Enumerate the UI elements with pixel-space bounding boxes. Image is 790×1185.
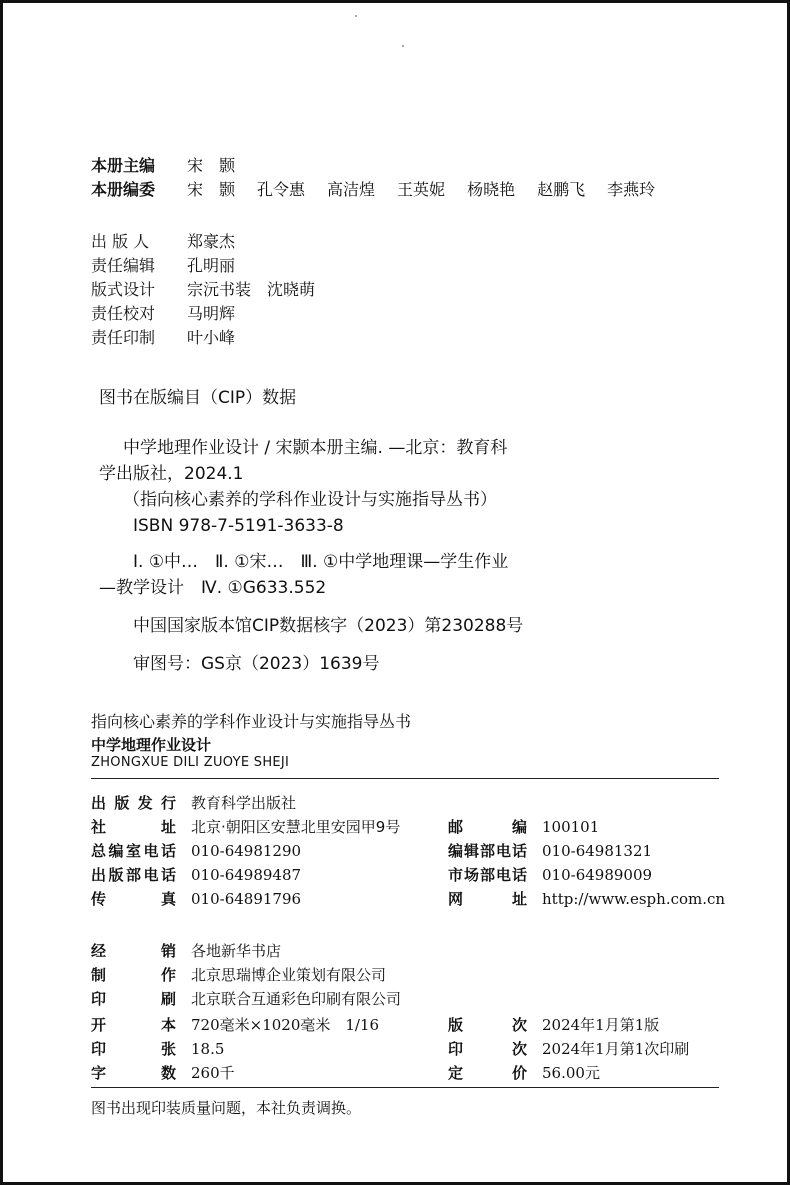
staff-row	[91, 231, 235, 253]
info-label: 传 真	[91, 890, 176, 908]
info-label: 制 作	[91, 966, 176, 984]
board-member: 王英妮	[397, 180, 446, 199]
info-value: 北京·朝阳区安慧北里安园甲9号	[191, 818, 401, 836]
info-label: 字 数	[91, 1064, 176, 1082]
price-value: 56.00元	[542, 1064, 600, 1082]
editorial-board-names	[187, 179, 677, 201]
info-label: 社 址	[91, 818, 176, 836]
staff-row	[91, 279, 315, 301]
info-value: 18.5	[191, 1040, 225, 1058]
info-label: 开 本	[91, 1016, 176, 1034]
publisher-website: http://www.esph.com.cn	[542, 890, 726, 908]
info-label: 出版部电话	[91, 866, 176, 884]
board-member: 赵鹏飞	[537, 180, 586, 199]
board-member: 宋 颢	[187, 180, 236, 199]
info-label: 印 次	[448, 1040, 527, 1058]
info-value: 010-64981321	[542, 842, 653, 860]
info-label: 经 销	[91, 942, 176, 960]
speck	[355, 15, 357, 17]
info-label: 印 张	[91, 1040, 176, 1058]
info-label: 编辑部电话	[448, 842, 527, 860]
info-value: 教育科学出版社	[191, 794, 297, 812]
staff-value: 马明辉	[187, 304, 236, 323]
series-name: 指向核心素养的学科作业设计与实施指导丛书	[91, 712, 412, 731]
staff-label: 出 版 人	[91, 232, 150, 251]
quality-note: 图书出现印装质量问题，本社负责调换。	[91, 1099, 362, 1117]
info-value: 010-64891796	[191, 890, 302, 908]
board-member: 孔令惠	[257, 180, 306, 199]
board-member: 杨晓艳	[467, 180, 516, 199]
staff-row	[91, 303, 235, 325]
staff-label: 责任校对	[91, 304, 156, 323]
board-member: 高洁煌	[327, 180, 376, 199]
map-approval-number: 审图号：GS京（2023）1639号	[133, 654, 380, 674]
staff-row	[91, 327, 235, 349]
staff-row	[91, 255, 235, 277]
info-label: 版 次	[448, 1016, 527, 1034]
info-label: 邮 编	[448, 818, 527, 836]
book-title-pinyin: ZHONGXUE DILI ZUOYE SHEJI	[91, 755, 290, 770]
info-value: 100101	[542, 818, 600, 836]
info-value: 010-64989009	[542, 866, 653, 884]
staff-value: 叶小峰	[187, 328, 236, 347]
editorial-board-row	[91, 179, 677, 201]
book-title: 中学地理作业设计	[91, 736, 212, 754]
info-value: 北京联合互通彩色印刷有限公司	[191, 990, 402, 1008]
info-value: 2024年1月第1版	[542, 1016, 660, 1034]
info-label: 定 价	[448, 1064, 527, 1082]
info-value: 260千	[191, 1064, 235, 1082]
staff-label: 责任编辑	[91, 256, 156, 275]
cip-classification: Ⅰ. ①中… Ⅱ. ①宋… Ⅲ. ①中学地理课—学生作业	[133, 552, 509, 572]
cip-line: （指向核心素养的学科作业设计与实施指导丛书）	[123, 490, 497, 510]
cip-classification: —教学设计 Ⅳ. ①G633.552	[99, 578, 327, 598]
divider	[91, 778, 719, 779]
info-value: 各地新华书店	[191, 942, 282, 960]
chief-editor-label: 本册主编	[91, 156, 156, 175]
chief-editor-row	[91, 155, 235, 177]
board-member: 李燕玲	[607, 180, 656, 199]
info-label: 出版发行	[91, 794, 176, 812]
info-value: 010-64989487	[191, 866, 302, 884]
editorial-board-label: 本册编委	[91, 180, 156, 199]
staff-value: 宗沅书装 沈晓萌	[187, 280, 316, 299]
info-value: 720毫米×1020毫米 1/16	[191, 1016, 380, 1034]
divider	[91, 1087, 719, 1088]
staff-value: 郑豪杰	[187, 232, 236, 251]
isbn: ISBN 978-7-5191-3633-8	[133, 516, 344, 536]
cip-heading: 图书在版编目（CIP）数据	[99, 388, 297, 408]
staff-label: 版式设计	[91, 280, 156, 299]
info-value: 2024年1月第1次印刷	[542, 1040, 690, 1058]
info-value: 北京思瑞博企业策划有限公司	[191, 966, 387, 984]
chief-editor-name: 宋 颢	[187, 156, 236, 175]
info-label: 印 刷	[91, 990, 176, 1008]
info-value: 010-64981290	[191, 842, 302, 860]
speck	[402, 45, 404, 47]
info-label: 市场部电话	[448, 866, 527, 884]
cip-line: 中学地理作业设计 / 宋颢本册主编. —北京：教育科	[123, 438, 508, 458]
info-label: 网 址	[448, 890, 527, 908]
cip-number: 中国国家版本馆CIP数据核字（2023）第230288号	[133, 616, 524, 636]
staff-label: 责任印制	[91, 328, 156, 347]
info-label: 总编室电话	[91, 842, 176, 860]
cip-line: 学出版社，2024.1	[99, 464, 244, 484]
staff-value: 孔明丽	[187, 256, 236, 275]
